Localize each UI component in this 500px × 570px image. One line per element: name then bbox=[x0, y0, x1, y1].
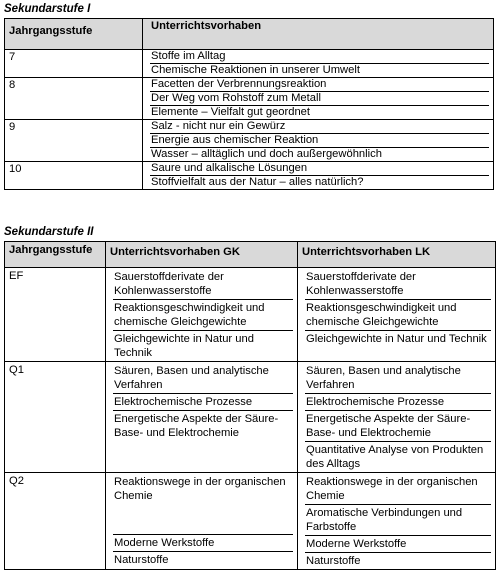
topic-item: Stoffe im Alltag bbox=[150, 50, 489, 64]
gk-topics-cell bbox=[106, 362, 298, 473]
gk-topic-item: Elektrochemische Prozesse bbox=[113, 394, 293, 411]
grade-cell: Q2 bbox=[5, 473, 106, 570]
topic-item: Der Weg vom Rohstoff zum Metall bbox=[150, 92, 489, 106]
lk-topics-cell bbox=[298, 362, 496, 473]
topic-item: Wasser – alltäglich und doch außergewöhnlich bbox=[151, 148, 382, 160]
lk-topic-item: Aromatische Verbindungen und Farbstoffe bbox=[305, 505, 491, 536]
topics-cell bbox=[143, 120, 494, 162]
table-sekundarstufe-1 bbox=[4, 18, 494, 190]
grade-cell: EF bbox=[5, 268, 106, 362]
grade-cell: 8 bbox=[5, 78, 143, 120]
topic-item: Stoffvielfalt aus der Natur – alles natürlich? bbox=[151, 176, 364, 188]
lk-topic-item: Energetische Aspekte der Säure-Base- und Elektrochemie bbox=[305, 411, 491, 442]
lk-topic-item: Moderne Werkstoffe bbox=[305, 536, 491, 553]
lk-topics-cell bbox=[298, 268, 496, 362]
lk-topic-item: Sauerstoffderivate der Kohlenwasserstoffe bbox=[305, 269, 491, 300]
topics-cell bbox=[143, 50, 494, 78]
topic-item: Elemente – Vielfalt gut geordnet bbox=[151, 106, 311, 118]
grade-cell: 9 bbox=[5, 120, 143, 162]
lk-topic-item: Säuren, Basen und analytische Verfahren bbox=[305, 363, 491, 394]
col-header-lk: Unterrichtsvorhaben LK bbox=[298, 242, 496, 268]
grade-cell: 10 bbox=[5, 162, 143, 190]
table-row-grade-q2 bbox=[5, 473, 496, 570]
gk-topic-item: Naturstoffe bbox=[114, 554, 169, 566]
table-row-grade-7 bbox=[5, 50, 494, 78]
lk-topics-cell bbox=[298, 473, 496, 570]
gk-topics-cell bbox=[106, 473, 298, 570]
topic-item: Chemische Reaktionen in unserer Umwelt bbox=[151, 64, 360, 76]
table-row-grade-10 bbox=[5, 162, 494, 190]
gk-topic-item: Gleichgewichte in Natur und Technik bbox=[114, 333, 254, 359]
topic-item: Saure und alkalische Lösungen bbox=[150, 162, 489, 176]
lk-topic-item: Elektrochemische Prozesse bbox=[305, 394, 491, 411]
gk-topic-item: Sauerstoffderivate der Kohlenwasserstoffe bbox=[113, 269, 293, 300]
col-header-gk: Unterrichtsvorhaben GK bbox=[106, 242, 298, 268]
table-row-grade-8 bbox=[5, 78, 494, 120]
table-row-grade-q1 bbox=[5, 362, 496, 473]
col-header-grade: Jahrgangsstufe bbox=[5, 19, 143, 50]
table-row-grade-9 bbox=[5, 120, 494, 162]
lk-topic-item: Gleichgewichte in Natur und Technik bbox=[306, 333, 487, 345]
grade-cell: 7 bbox=[5, 50, 143, 78]
topic-item: Energie aus chemischer Reaktion bbox=[150, 134, 489, 148]
gk-topic-item: Energetische Aspekte der Säure-Base- und Elektrochemie bbox=[114, 413, 279, 439]
table-header bbox=[5, 19, 494, 50]
table-row-grade-ef bbox=[5, 268, 496, 362]
topics-cell bbox=[143, 78, 494, 120]
topic-item: Salz - nicht nur ein Gewürz bbox=[150, 120, 489, 134]
grade-cell: Q1 bbox=[5, 362, 106, 473]
table-header bbox=[5, 242, 496, 268]
table-sekundarstufe-2 bbox=[4, 241, 496, 570]
gk-topic-item: Säuren, Basen und analytische Verfahren bbox=[113, 363, 293, 394]
heading-sekundarstufe-1: Sekundarstufe I bbox=[4, 3, 91, 15]
gk-topic-item: Reaktionsgeschwindigkeit und chemische Gleichgewichte bbox=[113, 300, 293, 331]
lk-topic-item: Reaktionsgeschwindigkeit und chemische Gleichgewichte bbox=[305, 300, 491, 331]
col-header-grade: Jahrgangsstufe bbox=[5, 242, 106, 268]
gk-topics-cell bbox=[106, 268, 298, 362]
heading-sekundarstufe-2: Sekundarstufe II bbox=[4, 226, 94, 238]
gk-topic-item: Moderne Werkstoffe bbox=[113, 535, 293, 552]
gk-topic-item: Reaktionswege in der organischen Chemie bbox=[113, 474, 293, 535]
topics-cell bbox=[143, 162, 494, 190]
col-header-topic: Unterrichtsvorhaben bbox=[143, 19, 494, 50]
topic-item: Facetten der Verbrennungsreaktion bbox=[150, 78, 489, 92]
lk-topic-item: Naturstoffe bbox=[306, 555, 361, 567]
lk-topic-item: Reaktionswege in der organischen Chemie bbox=[305, 474, 491, 505]
lk-topic-item: Quantitative Analyse von Produkten des Alltags bbox=[306, 444, 484, 470]
